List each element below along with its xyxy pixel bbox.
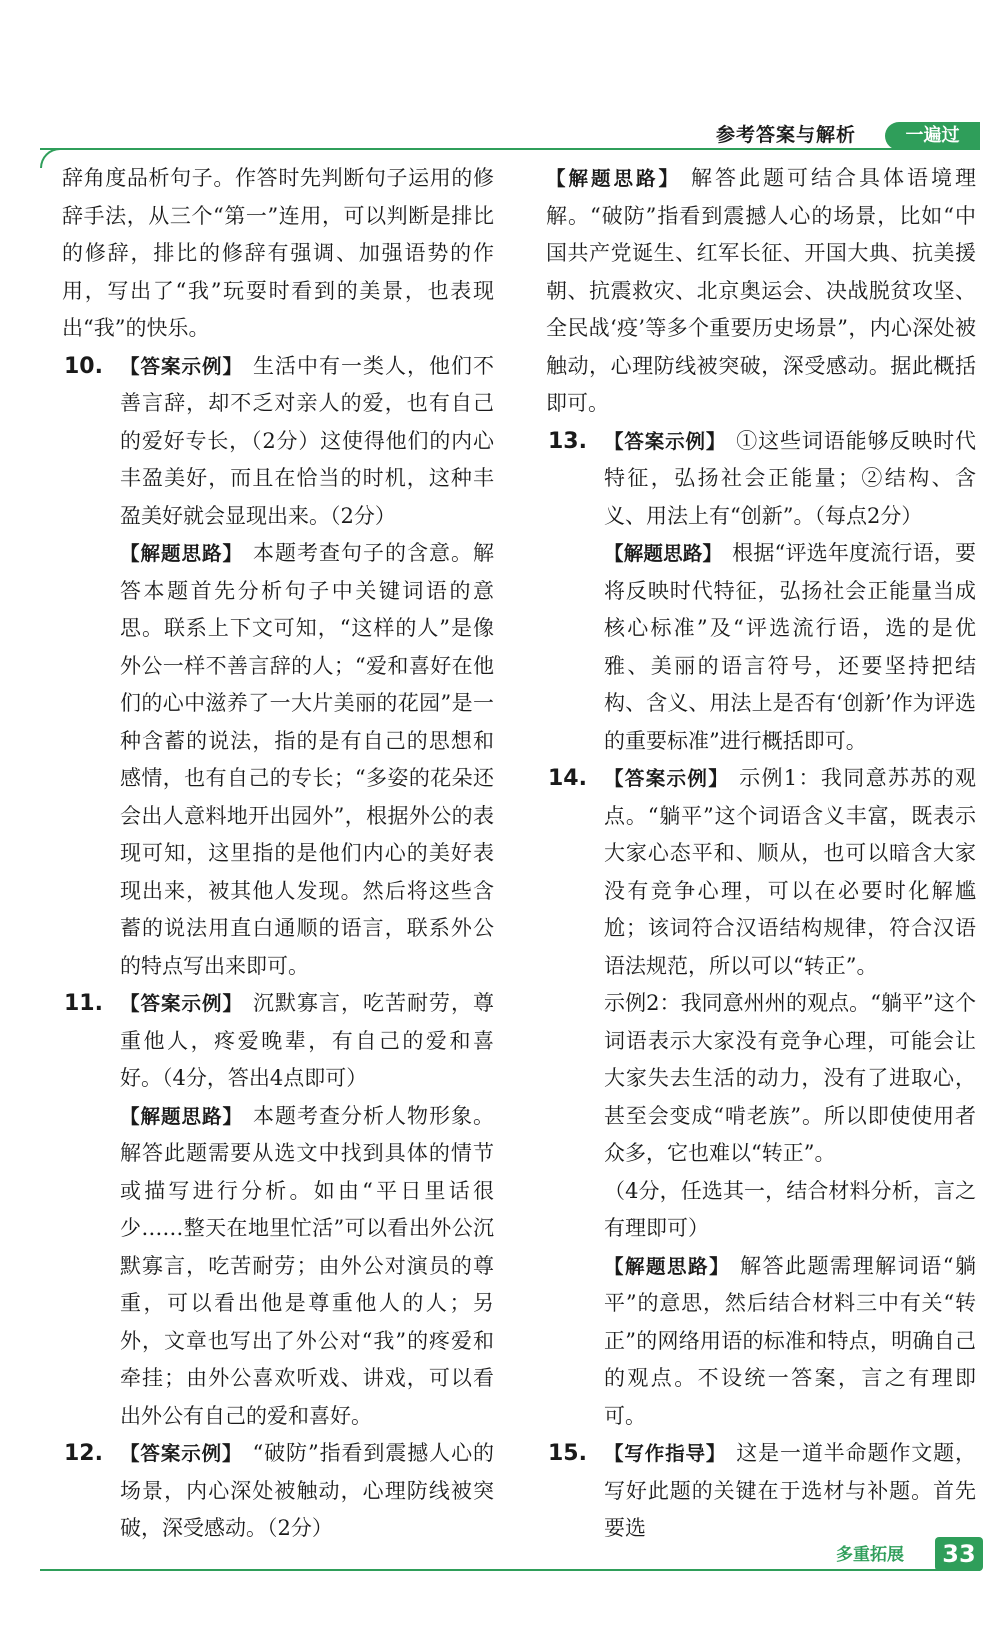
analysis-text: 根据“评选年度流行语，要将反映时代特征，弘扬社会正能量当成核心标准”及“评选流行语，选的是优雅、美丽的语言符号，还要坚持把结构、含义、用法上是否有‘创新’作为评选的重要标准”进行概括即可。 bbox=[604, 541, 976, 753]
answer-tag: 【答案示例】 bbox=[604, 767, 730, 790]
question-12-answer bbox=[62, 1435, 494, 1548]
question-number: 15. bbox=[548, 1441, 587, 1466]
answer-tag: 【答案示例】 bbox=[120, 992, 243, 1015]
analysis-tag: 【解题思路】 bbox=[120, 542, 243, 565]
header-label: 参考答案与解析 bbox=[716, 124, 857, 146]
analysis-text: 解答此题可结合具体语境理解。“破防”指看到震撼人心的场景，比如“中国共产党诞生、红军长征、开国大典、抗美援朝、抗震救灾、北京奥运会、决战脱贫攻坚、全民战‘疫’等多个重要历史场景”，内心深处被触动，心理防线被突破，深受感动。据此概括即可。 bbox=[546, 166, 976, 415]
analysis-text: 本题考查句子的含意。解答本题首先分析句子中关键词语的意思。联系上下文可知，“这样的人”是像外公一样不善言辞的人；“爱和喜好在他们的心中滋养了一大片美丽的花园”是一种含蓄的说法，指的是有自己的思想和感情，也有自己的专长；“多姿的花朵还会出人意料地开出园外”，根据外公的表现可知，这里指的是他们内心的美好表现出来，被其他人发现。然后将这些含蓄的说法用直白通顺的语言，联系外公的特点写出来即可。 bbox=[120, 541, 494, 978]
question-15-guide bbox=[546, 1435, 976, 1548]
question-number: 13. bbox=[548, 428, 587, 454]
left-column bbox=[62, 160, 494, 1548]
guide-text: 这是一道半命题作文题，写好此题的关键在于选材与补题。首先要选 bbox=[604, 1441, 976, 1540]
answer-tag: 【答案示例】 bbox=[120, 1442, 243, 1465]
analysis-tag: 【解题思路】 bbox=[546, 167, 681, 190]
question-13-answer bbox=[546, 423, 976, 536]
right-column bbox=[546, 160, 976, 1548]
question-11-analysis bbox=[62, 1098, 494, 1436]
question-11-answer bbox=[62, 985, 494, 1098]
guide-tag: 【写作指导】 bbox=[604, 1442, 727, 1465]
question-13-analysis bbox=[546, 535, 976, 760]
answer-tag: 【答案示例】 bbox=[120, 354, 243, 378]
answer-tag: 【答案示例】 bbox=[604, 429, 727, 453]
brand-logo: 一遍过 bbox=[885, 122, 980, 150]
answer-text: ①这些词语能够反映时代特征，弘扬社会正能量；②结构、含义、用法上有“创新”。（每点2分） bbox=[604, 428, 976, 528]
question-number: 10. bbox=[64, 353, 103, 379]
header-corner bbox=[40, 148, 60, 168]
analysis-text: 解答此题需理解词语“躺平”的意思，然后结合材料三中有关“转正”的网络用语的标准和特点，明确自己的观点。不设统一答案，言之有理即可。 bbox=[604, 1253, 976, 1428]
question-14-answer bbox=[546, 760, 976, 985]
paragraph-intro: 辞角度品析句子。作答时先判断句子运用的修辞手法，从三个“第一”连用，可以判断是排比的修辞，排比的修辞有强调、加强语势的作用，写出了“我”玩耍时看到的美景，也表现出“我”的快乐。 bbox=[62, 166, 494, 340]
question-number: 12. bbox=[64, 1441, 103, 1466]
answer-text: 示例1：我同意苏苏的观点。“躺平”这个词语含义丰富，既表示大家心态平和、顺从，也可以暗含大家没有竞争心理，可以在必要时化解尴尬；该词符合汉语结构规律，符合汉语语法规范，所以可以“转正”。 bbox=[604, 766, 976, 978]
question-number: 14. bbox=[548, 766, 587, 791]
question-number: 11. bbox=[64, 991, 103, 1016]
analysis-tag: 【解题思路】 bbox=[604, 1254, 731, 1278]
question-14-analysis bbox=[546, 1248, 976, 1436]
question-10-answer bbox=[62, 348, 494, 536]
answer-text: 沉默寡言，吃苦耐劳，尊重他人，疼爱晚辈，有自己的爱和喜好。（4分，答出4点即可） bbox=[120, 991, 494, 1090]
answer-text: “破防”指看到震撼人心的场景，内心深处被触动，心理防线被突破，深受感动。（2分） bbox=[120, 1441, 494, 1540]
page-number: 33 bbox=[935, 1537, 983, 1571]
question-12-analysis bbox=[546, 160, 976, 423]
footer-label: 多重拓展 bbox=[836, 1545, 904, 1565]
question-14-scoring-note: （4分，任选其一，结合材料分析，言之有理即可） bbox=[604, 1178, 976, 1240]
question-10-analysis bbox=[62, 535, 494, 985]
analysis-tag: 【解题思路】 bbox=[604, 542, 723, 565]
analysis-text: 本题考查分析人物形象。解答此题需要从选文中找到具体的情节或描写进行分析。如由“平日里话很少……整天在地里忙活”可以看出外公沉默寡言，吃苦耐劳；由外公对演员的尊重，可以看出他是尊重他人的人；另外，文章也写出了外公对“我”的疼爱和牵挂；由外公喜欢听戏、讲戏，可以看出外公有自己的爱和喜好。 bbox=[120, 1103, 494, 1428]
answer-text: 生活中有一类人，他们不善言辞，却不乏对亲人的爱，也有自己的爱好专长，（2分）这使得他们的内心丰盈美好，而且在恰当的时机，这种丰盈美好就会显现出来。（2分） bbox=[120, 353, 494, 528]
analysis-tag: 【解题思路】 bbox=[120, 1104, 243, 1128]
question-14-example-2: 示例2：我同意州州的观点。“躺平”这个词语表示大家没有竞争心理，可能会让大家失去生活的动力，没有了进取心，甚至会变成“啃老族”。所以即使使用者众多，它也难以“转正”。 bbox=[604, 991, 976, 1165]
